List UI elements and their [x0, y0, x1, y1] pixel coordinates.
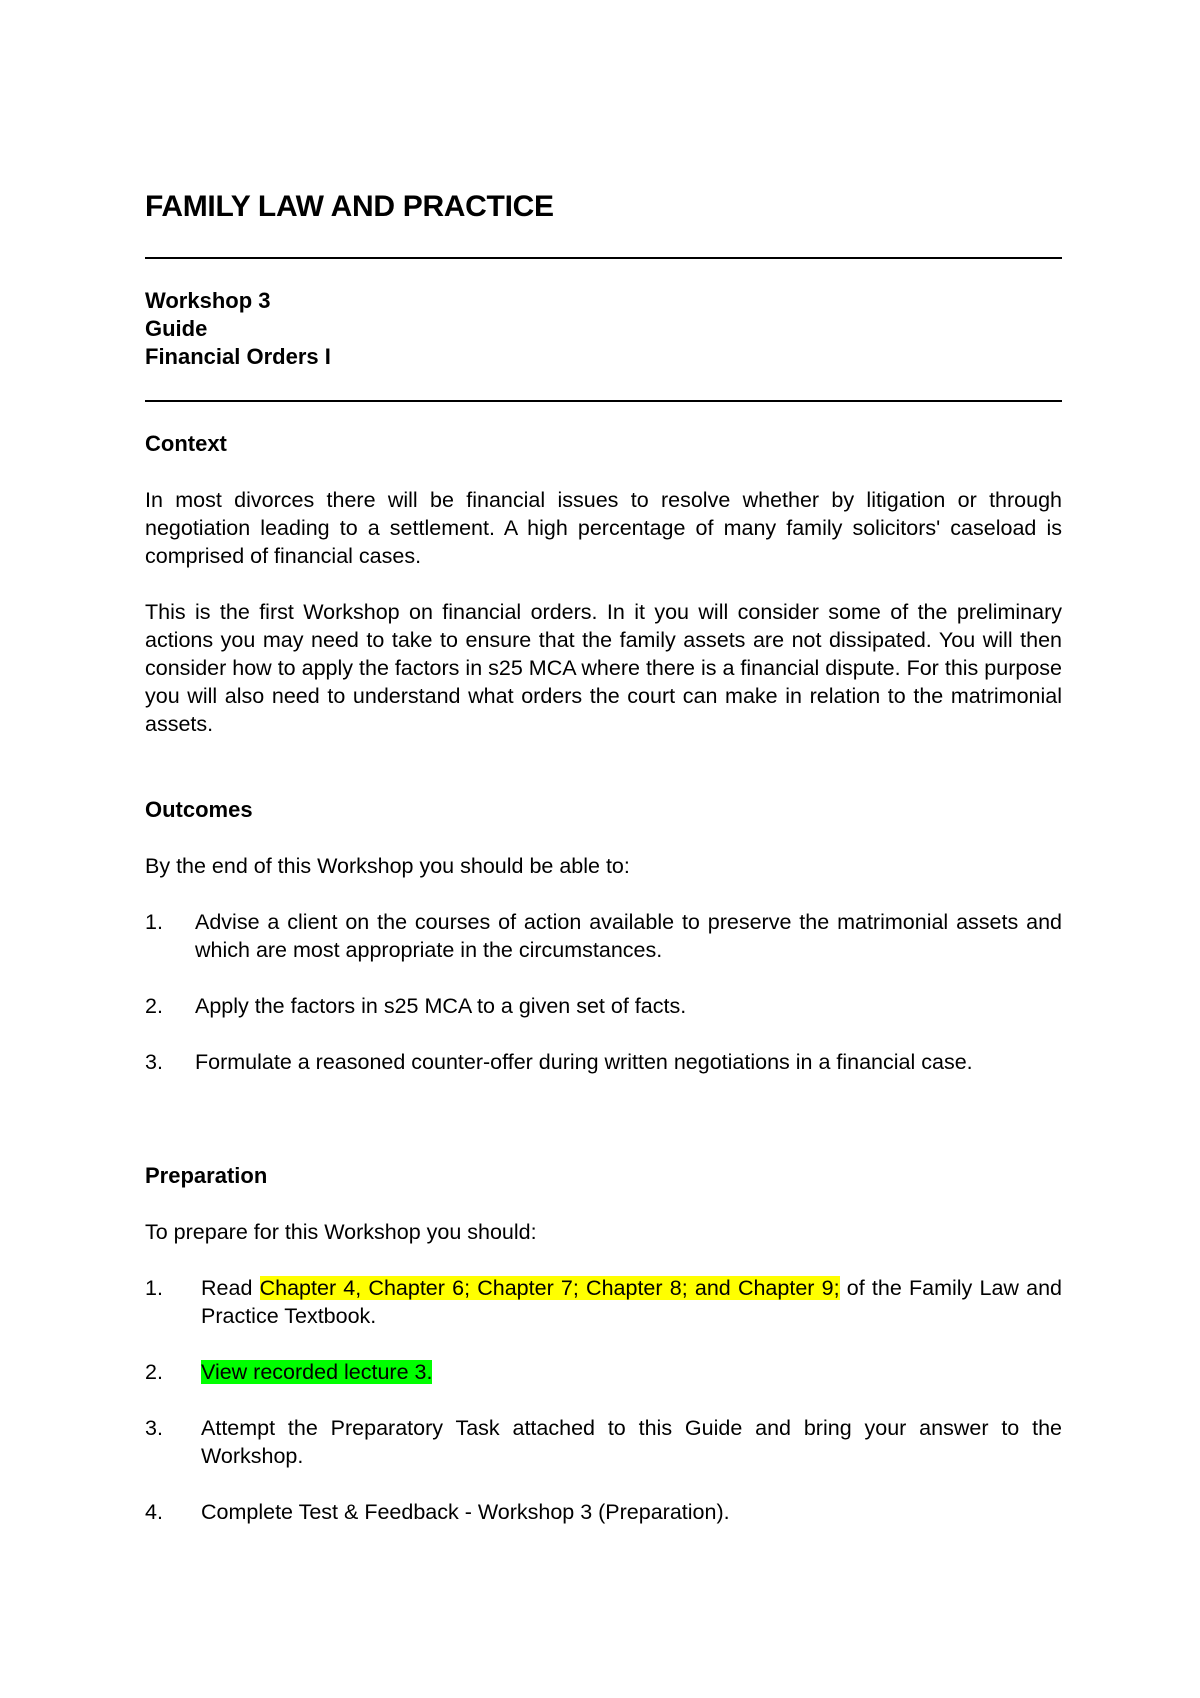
- preparation-intro: To prepare for this Workshop you should:: [145, 1220, 537, 1244]
- list-number: 3.: [145, 1050, 163, 1074]
- preparation-heading: Preparation: [145, 1163, 268, 1188]
- outcome-item: [145, 908, 1062, 964]
- outcome-item: [145, 1048, 1062, 1076]
- list-number: 4.: [145, 1500, 163, 1524]
- read-prefix: Read: [201, 1276, 260, 1300]
- list-number: 3.: [145, 1416, 163, 1440]
- list-number: 2.: [145, 1360, 163, 1384]
- preparation-text: [201, 1274, 1062, 1330]
- document-title: FAMILY LAW AND PRACTICE: [145, 190, 554, 223]
- context-paragraph-2: This is the first Workshop on financial orders. In it you will consider some of the preliminary actions you may need to take to ensure that the family assets are not dissipated. You will then consider how to apply the factors in s25 MCA where there is a financial dispute. For this purpose you will also need to understand what orders the court can make in relation to the matrimonial assets.: [145, 600, 1062, 736]
- workshop-topic: Financial Orders I: [145, 344, 331, 369]
- guide-label: Guide: [145, 316, 208, 341]
- preparation-item: [145, 1358, 1062, 1386]
- preparation-item: [145, 1414, 1062, 1470]
- outcome-text: Advise a client on the courses of action available to preserve the matrimonial assets and which are most appropriate in the circumstances.: [195, 910, 1062, 962]
- preparation-text: Complete Test & Feedback - Workshop 3 (Preparation).: [201, 1500, 730, 1524]
- preparation-text: [201, 1358, 1062, 1386]
- context-paragraph-1: In most divorces there will be financial issues to resolve whether by litigation or through negotiation leading to a settlement. A high percentage of many family solicitors' caseload is comprised of financial cases.: [145, 488, 1062, 568]
- preparation-item: [145, 1274, 1062, 1330]
- context-heading: Context: [145, 431, 227, 456]
- lecture-highlight: View recorded lecture 3.: [201, 1360, 433, 1384]
- outcome-text: Apply the factors in s25 MCA to a given set of facts.: [195, 994, 687, 1018]
- workshop-number: Workshop 3: [145, 288, 271, 313]
- list-number: 1.: [145, 910, 163, 934]
- preparation-text: Attempt the Preparatory Task attached to this Guide and bring your answer to the Workshop.: [201, 1416, 1062, 1468]
- chapter-reading-highlight: Chapter 4, Chapter 6; Chapter 7; Chapter 8; and Chapter 9;: [259, 1276, 840, 1300]
- outcome-item: [145, 992, 1062, 1020]
- list-number: 2.: [145, 994, 163, 1018]
- list-number: 1.: [145, 1276, 163, 1300]
- outcome-text: Formulate a reasoned counter-offer during written negotiations in a financial case.: [195, 1050, 973, 1074]
- outcomes-intro: By the end of this Workshop you should be able to:: [145, 854, 630, 878]
- title-divider: [145, 257, 1062, 259]
- outcomes-heading: Outcomes: [145, 797, 253, 822]
- preparation-item: [145, 1498, 1062, 1526]
- textbook-suffix: of the Family Law and Practice Textbook.: [201, 1276, 1063, 1328]
- workshop-subheading: [145, 287, 331, 371]
- subheading-divider: [145, 400, 1062, 402]
